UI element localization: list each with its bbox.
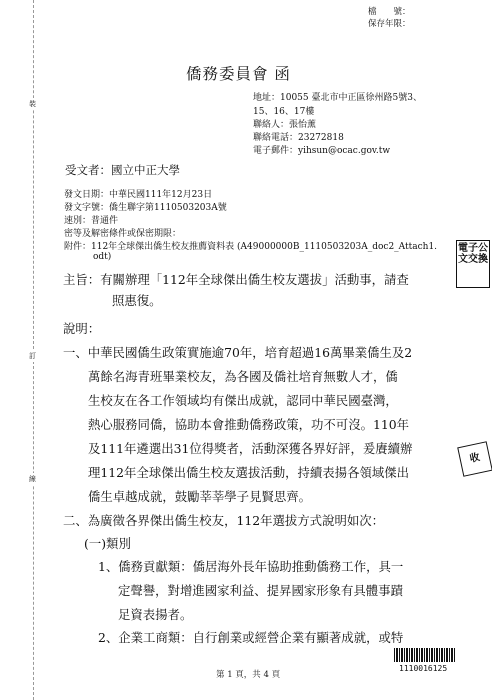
secrecy-level: 密等及解密條件或保密期限： [64, 229, 182, 239]
retention-label: 保存年限： [368, 19, 411, 29]
sender-phone: 聯絡電話：23272818 [253, 133, 344, 143]
sender-address-2: 15、16、17樓 [253, 107, 315, 117]
item-1-line: 理112年全球傑出僑生校友選拔活動，持續表揚各領域傑出 [88, 465, 410, 480]
barcode [394, 648, 456, 662]
category-1-line: 1、僑務貢獻類：僑居海外長年協助推動僑務工作，具一 [98, 559, 404, 574]
category-1-line: 足資表揚者。 [118, 607, 193, 622]
item-1-line: 一、中華民國僑生政策實施逾70年，培育超過16萬畢業僑生及2 [63, 345, 413, 360]
item-1-line: 生校友在各工作領域均有傑出成就，認同中華民國臺灣， [88, 393, 398, 408]
category-1-line: 定聲譽，對增進國家利益、提昇國家形象有具體事蹟 [118, 583, 403, 598]
subject-line-2: 照惠復。 [112, 293, 162, 308]
sender-address-1: 地址：10055 臺北市中正區徐州路5號3、 [253, 93, 422, 103]
subject-line-1: 主旨：有關辦理「112年全球傑出僑生校友選拔」活動事，請查 [63, 272, 409, 287]
recipient: 受文者：國立中正大學 [65, 163, 180, 177]
receipt-stamp: 收 [457, 441, 492, 477]
binding-char-ding: 訂 [29, 352, 36, 360]
sub-item-category: (一)類別 [84, 536, 131, 551]
e-document-stamp: 電子公文交換 [456, 240, 490, 288]
item-1-line: 僑生卓越成就，鼓勵莘莘學子見賢思齊。 [88, 489, 312, 504]
explanation-label: 說明： [63, 321, 101, 336]
page-number: 第 1 頁，共 4 頁 [216, 670, 281, 680]
file-number-label: 檔 號： [368, 7, 411, 17]
attachment-line-2: odt) [93, 252, 112, 262]
item-2: 二、為廣徵各界傑出僑生校友，112年選拔方式說明如次： [63, 513, 385, 528]
item-1-line: 萬餘名海青班畢業校友，為各國及僑社培育無數人才，僑 [88, 369, 398, 384]
delivery-speed: 速別：普通件 [64, 216, 119, 226]
sender-email: 電子郵件：yihsun@ocac.gov.tw [253, 146, 391, 156]
document-title: 僑務委員會 函 [186, 65, 291, 83]
binding-char-xian: 線 [29, 475, 36, 483]
category-2-line: 2、企業工商類：自行創業或經營企業有顯著成就，或特 [98, 630, 404, 645]
item-1-line: 熱心服務同僑，協助本會推動僑務政策，功不可沒。110年 [88, 417, 410, 432]
document-number: 發文字號：僑生聯字第1110503203A號 [64, 203, 227, 213]
sender-contact: 聯絡人：張怡薰 [253, 120, 317, 130]
attachment-line-1: 附件：112年全球傑出僑生校友推薦資料表 (A49000000B_1110503203A_doc2_Attach1. [64, 242, 438, 252]
item-1-line: 及111年遴選出31位得獎者，活動深獲各界好評，爰賡續辦 [88, 441, 413, 456]
binding-char-zhuang: 裝 [29, 100, 36, 108]
barcode-number: 1110016125 [399, 664, 448, 673]
issue-date: 發文日期：中華民國111年12月23日 [64, 190, 213, 200]
